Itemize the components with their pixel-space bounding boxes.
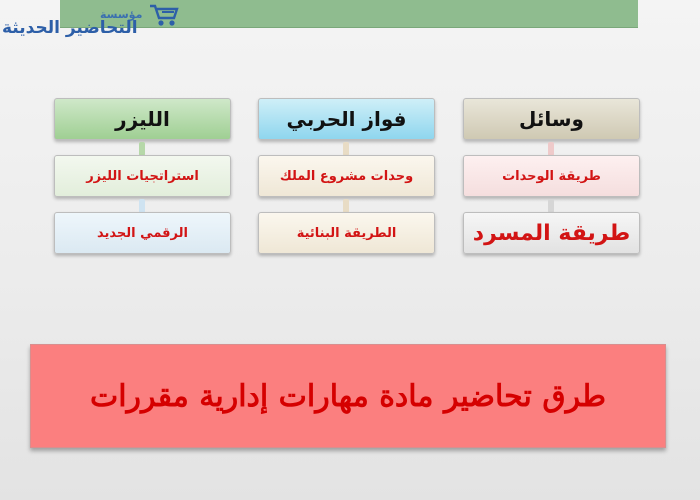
- footer-banner: [30, 344, 666, 448]
- column-header-fawaz: فواز الحربي: [258, 98, 435, 140]
- column-header-means: وسائل: [463, 98, 640, 140]
- connector: [548, 142, 554, 156]
- cell-new-digital: الرقمي الجديد: [54, 212, 231, 254]
- cell-units-method: طريقة الوحدات: [463, 155, 640, 197]
- cart-icon: [148, 2, 180, 32]
- logo-small-text: مؤسسة: [100, 8, 143, 21]
- cell-king-project-units: وحدات مشروع الملك: [258, 155, 435, 197]
- connector: [343, 199, 349, 213]
- column-header-laser: الليزر: [54, 98, 231, 140]
- cell-laser-strategies: استراتجيات الليزر: [54, 155, 231, 197]
- footer-title: طرق تحاضير مادة مهارات إدارية مقررات: [89, 378, 607, 414]
- connector: [139, 142, 145, 156]
- cell-constructive-method: الطريقة البنائية: [258, 212, 435, 254]
- cell-glossary-method: طريقة المسرد: [463, 212, 640, 254]
- logo: [0, 0, 185, 44]
- logo-main-text: التحاضير الحديثة: [2, 18, 138, 38]
- connector: [343, 142, 349, 156]
- connector: [548, 199, 554, 213]
- connector: [139, 199, 145, 213]
